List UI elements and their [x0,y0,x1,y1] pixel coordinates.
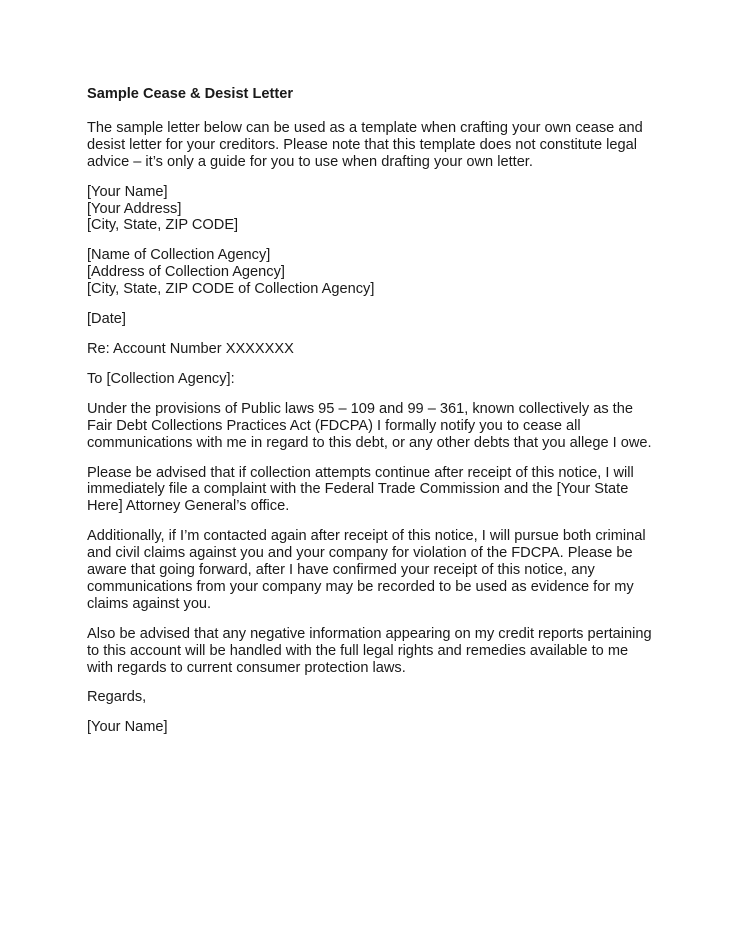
paragraph-line: Fair Debt Collections Practices Act (FDCPA) I formally notify you to cease all [87,417,581,434]
paragraph-line: Please be advised that if collection attempts continue after receipt of this notice, I will [87,464,634,481]
paragraph-line: immediately file a complaint with the Federal Trade Commission and the [Your State [87,481,629,498]
signature: [Your Name] [87,719,168,736]
paragraph-line: claims against you. [87,595,212,612]
intro-line: advice – it’s only a guide for you to use when drafting your own letter. [87,153,533,170]
paragraph-line: Here] Attorney General’s office. [87,498,290,515]
sender-name: [Your Name] [87,183,168,200]
letter-page [87,86,677,749]
sender-city: [City, State, ZIP CODE] [87,217,239,234]
paragraph-line: with regards to current consumer protection laws. [87,659,406,676]
body-paragraph-1 [87,401,677,452]
body-paragraph-3 [87,528,677,613]
recipient-address [87,247,677,298]
paragraph-line: to this account will be handled with the full legal rights and remedies available to me [87,642,629,659]
intro-line: The sample letter below can be used as a template when crafting your own cease and [87,119,643,136]
paragraph-line: communications with me in regard to this debt, or any other debts that you allege I owe. [87,434,652,451]
intro-line: desist letter for your creditors. Please note that this template does not constitute legal [87,136,637,153]
body-paragraph-4 [87,626,677,677]
letter-title: Sample Cease & Desist Letter [87,86,294,102]
recipient-street: [Address of Collection Agency] [87,264,285,281]
sender-street: [Your Address] [87,200,182,217]
intro-paragraph [87,120,677,171]
recipient-city: [City, State, ZIP CODE of Collection Agency] [87,281,375,298]
reference-line: Re: Account Number XXXXXXX [87,340,294,357]
recipient-name: [Name of Collection Agency] [87,247,271,264]
paragraph-line: Additionally, if I’m contacted again after receipt of this notice, I will pursue both criminal [87,528,646,545]
letter-date: [Date] [87,311,126,328]
body-paragraph-2 [87,465,677,516]
salutation: To [Collection Agency]: [87,370,235,387]
paragraph-line: and civil claims against you and your company for violation of the FDCPA. Please be [87,545,633,562]
sender-address [87,184,677,235]
paragraph-line: Also be advised that any negative information appearing on my credit reports pertaining [87,625,652,642]
paragraph-line: communications from your company may be recorded to be used as evidence for my [87,578,634,595]
paragraph-line: Under the provisions of Public laws 95 – 109 and 99 – 361, known collectively as the [87,400,633,417]
closing: Regards, [87,689,147,706]
paragraph-line: aware that going forward, after I have confirmed your receipt of this notice, any [87,562,595,579]
